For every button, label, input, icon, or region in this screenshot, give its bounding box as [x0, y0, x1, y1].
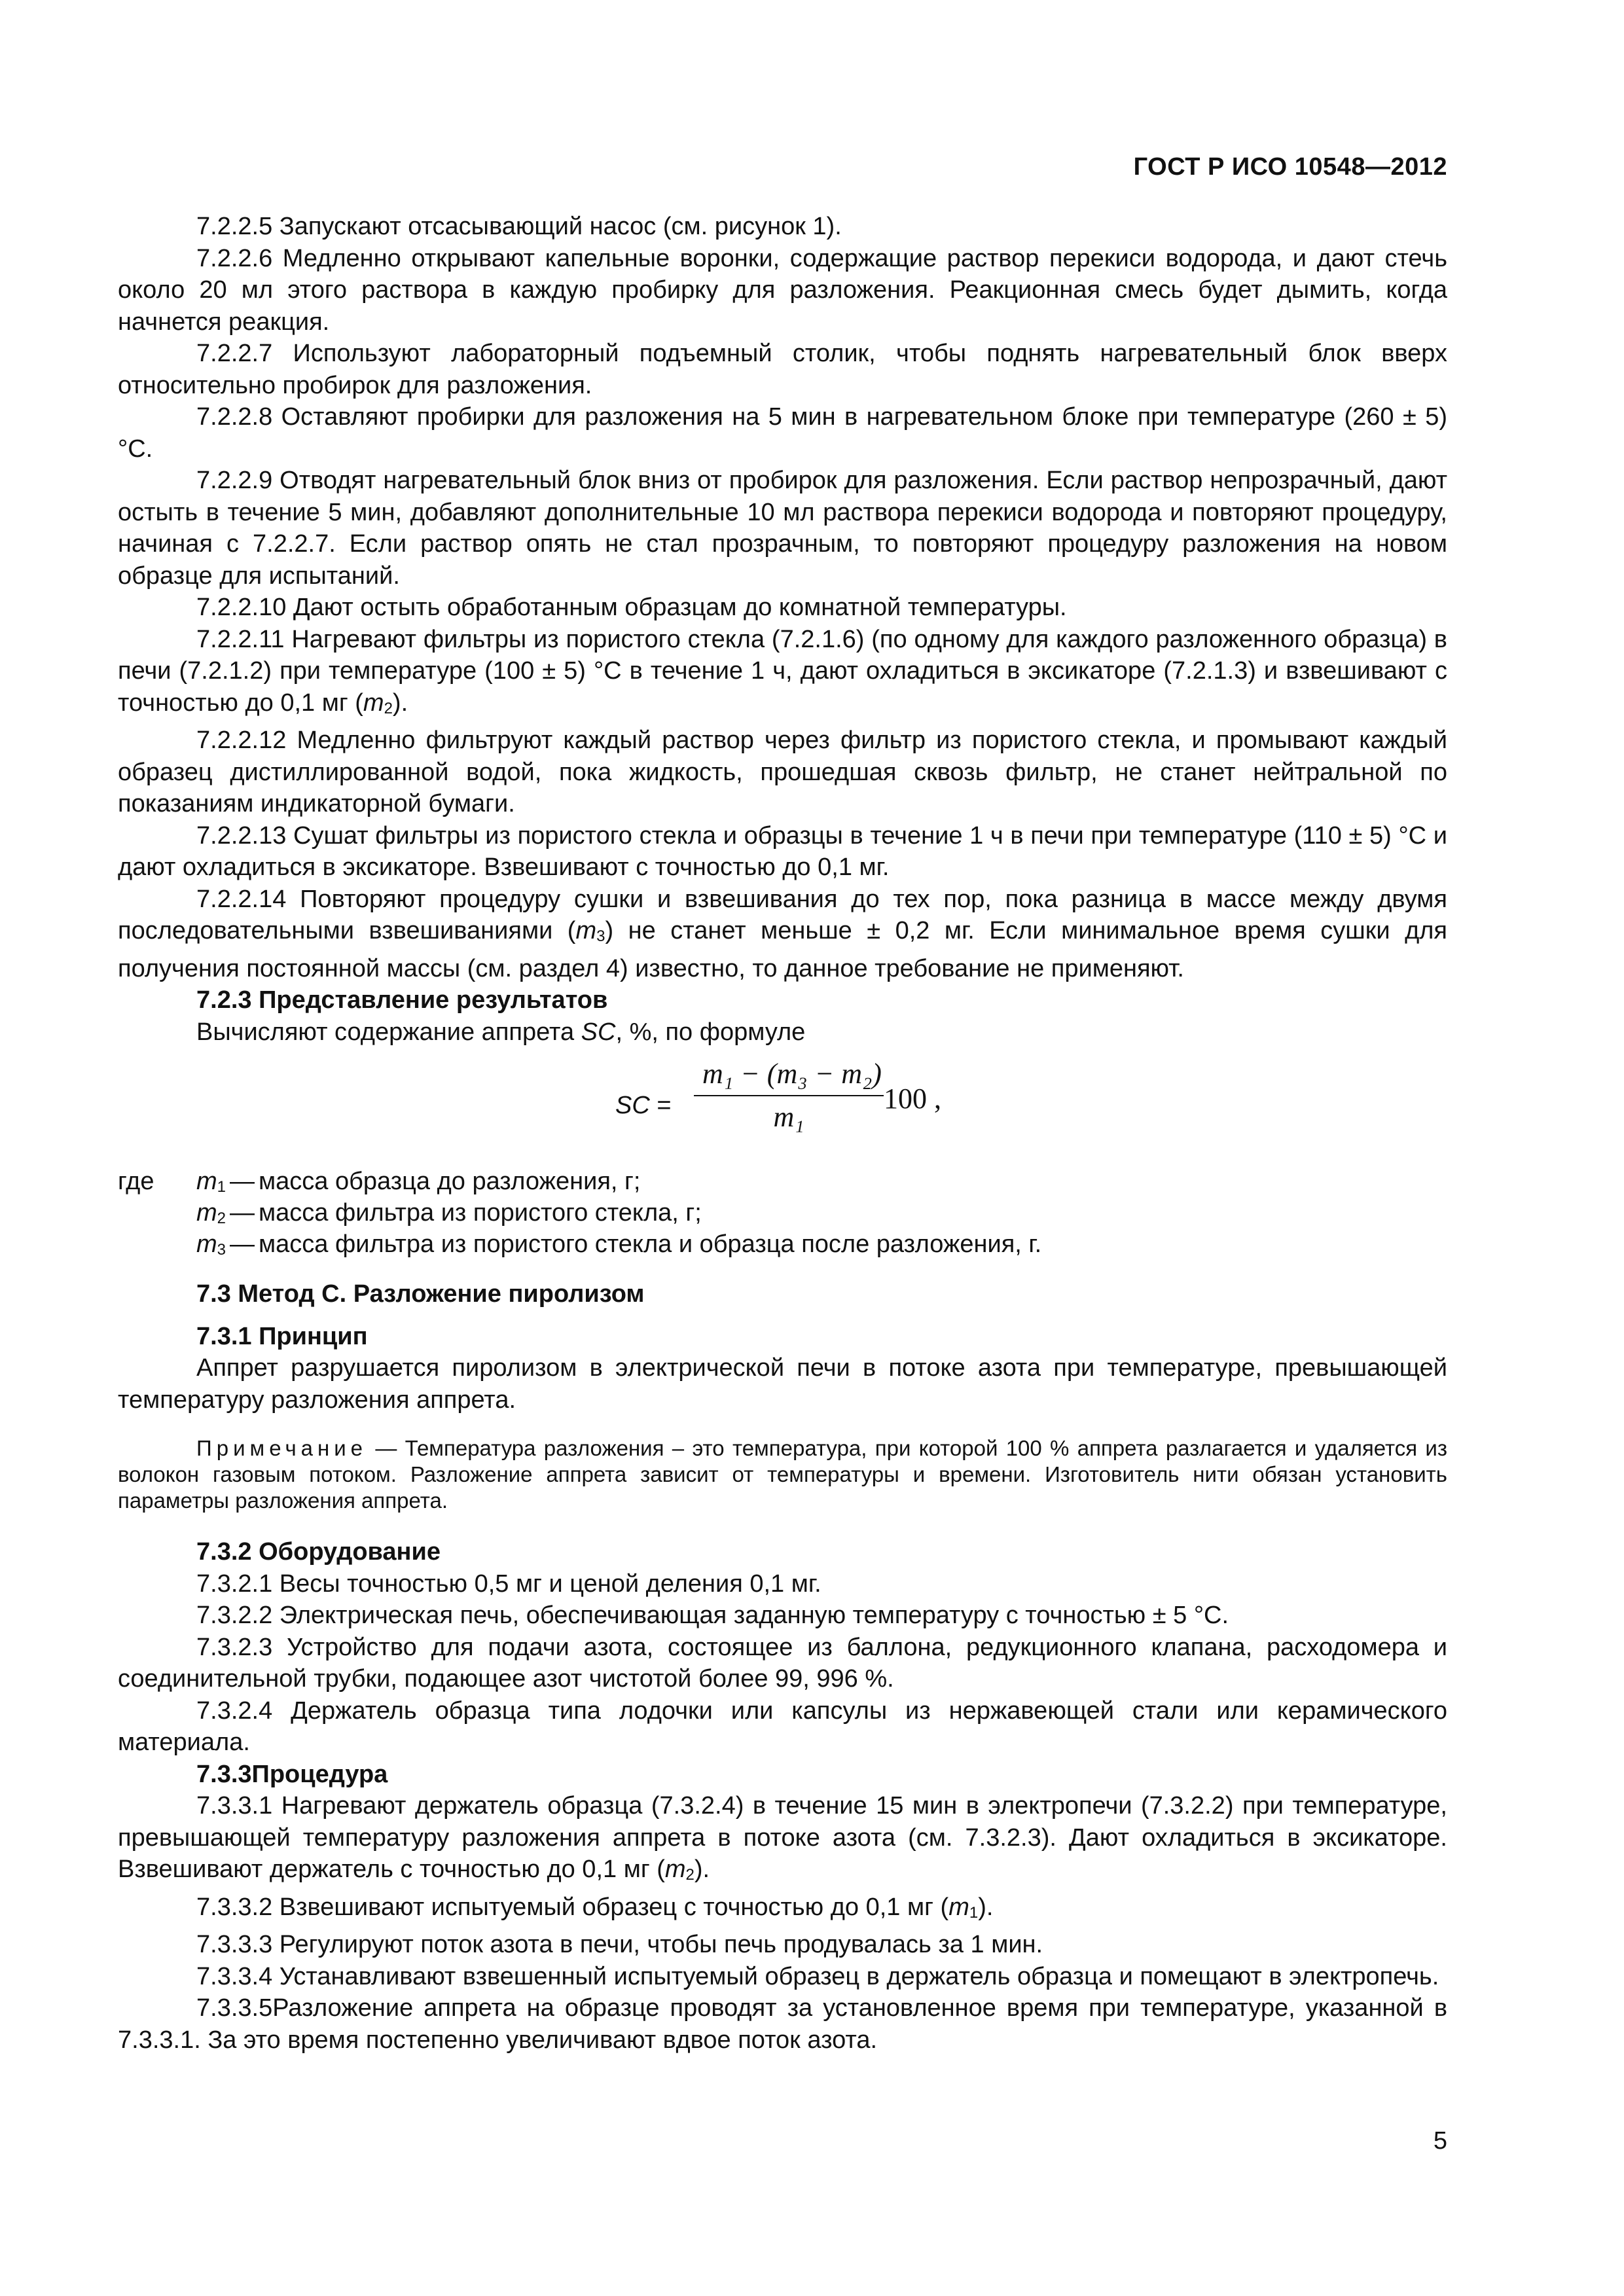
heading-7-2-3: 7.2.3 Представление результатов	[196, 986, 608, 1014]
paragraph-7-3-3-3: 7.3.3.3 Регулируют поток азота в печи, чтобы печь продувалась за 1 мин.	[196, 1931, 1043, 1958]
fraction-bar	[694, 1095, 884, 1096]
paragraph-text: 7.2.2.14 Повторяют процедуру сушки и взвешивания до тех пор, пока разница в массе между двумя последовательными взвешиваниями (	[118, 885, 1447, 944]
paragraph-7-2-2-7: 7.2.2.7 Используют лабораторный подъемный столик, чтобы поднять нагревательный блок вверх относительно пробирок для разложения.	[118, 340, 1447, 399]
definition-dash: —	[230, 1230, 255, 1258]
definition-symbol: m	[196, 1230, 217, 1258]
intro-text: , %, по формуле	[615, 1018, 806, 1046]
definition-subscript: 3	[217, 1241, 226, 1259]
heading-7-3-2: 7.3.2 Оборудование	[196, 1538, 441, 1566]
mass-symbol: m	[575, 917, 597, 944]
paragraph-7-2-2-6: 7.2.2.6 Медленно открывают капельные воронки, содержащие раствор перекиси водорода, и дают стечь около 20 мл этого раствора в каждую пробирку для разложения. Реакционная смесь будет дымить, когда начнется реакция.	[118, 244, 1447, 336]
paragraph-7-3-3-4: 7.3.3.4 Устанавливают взвешенный испытуемый образец в держатель образца и помещают в электропечь.	[196, 1962, 1439, 1990]
formula-equals: =	[649, 1092, 672, 1119]
definition-m3	[196, 1229, 1041, 1266]
definition-dash: —	[230, 1168, 255, 1195]
definition-symbol: m	[196, 1168, 217, 1195]
note	[118, 1435, 1447, 1514]
formula-denominator: m₁	[773, 1101, 804, 1133]
paragraph-text: 7.3.3.2 Взвешивают испытуемый образец с точностью до 0,1 мг (	[196, 1893, 949, 1921]
formula-lhs	[615, 1090, 672, 1122]
formula	[118, 1054, 1447, 1153]
formula-numerator: m₁ − (m₃ − m₂)	[702, 1058, 882, 1090]
definition-dash: —	[230, 1199, 255, 1227]
definition-subscript: 2	[217, 1210, 226, 1227]
paragraph-7-3-2-3: 7.3.2.3 Устройство для подачи азота, состоящее из баллона, редукционного клапана, расходомера и соединительной трубки, подающее азот чистотой более 99, 996 %.	[118, 1633, 1447, 1693]
mass-subscript: 2	[384, 699, 393, 717]
paragraph-text: ) не станет меньше ± 0,2 мг. Если минимальное время сушки для получения постоянной массы (см. раздел 4) известно, то данное требование не применяют.	[118, 917, 1447, 982]
variable-definitions	[118, 1166, 1447, 1264]
definition-text: масса образца до разложения, г;	[259, 1168, 641, 1195]
heading-7-3-3: 7.3.3Процедура	[196, 1760, 388, 1788]
paragraph-7-3-3-2	[118, 1892, 1447, 1929]
paragraph-7-3-2-4: 7.3.2.4 Держатель образца типа лодочки или капсулы из нержавеющей стали или керамического материала.	[118, 1696, 1447, 1756]
heading-7-3: 7.3 Метод С. Разложение пиролизом	[196, 1280, 645, 1308]
mass-subscript: 3	[596, 927, 605, 945]
definition-text: масса фильтра из пористого стекла и образца после разложения, г.	[259, 1230, 1042, 1258]
paragraph-text: ).	[978, 1893, 994, 1921]
definition-text: масса фильтра из пористого стекла, г;	[259, 1199, 702, 1227]
heading-7-3-1: 7.3.1 Принцип	[196, 1322, 368, 1350]
paragraph-7-2-2-14	[118, 884, 1447, 985]
paragraph-text: 7.2.2.11 Нагревают фильтры из пористого стекла (7.2.1.6) (по одному для каждого разложенного образца) в печи (7.2.1.2) при температуре (100 ± 5) °С в течение 1 ч, дают охладиться в эксикаторе (7.2.1.3) и взвешивают с точностью до 0,1 мг (	[118, 625, 1447, 717]
paragraph-text: ).	[694, 1856, 710, 1883]
paragraph-7-2-2-12: 7.2.2.12 Медленно фильтруют каждый раствор через фильтр из пористого стекла, и промывают каждый образец дистиллированной водой, пока жидкость, прошедшая сквозь фильтр, не станет нейтральной по показаниям индикаторной бумаги.	[118, 726, 1447, 817]
mass-subscript: 1	[969, 1903, 979, 1922]
formula-lhs-symbol: SC	[615, 1092, 650, 1119]
paragraph-7-2-2-10: 7.2.2.10 Дают остыть обработанным образцам до комнатной температуры.	[196, 594, 1067, 621]
formula-fraction	[694, 1054, 890, 1153]
document-header: ГОСТ Р ИСО 10548—2012	[1133, 153, 1447, 181]
paragraph-7-3-3-1	[118, 1790, 1447, 1892]
intro-text: Вычисляют содержание аппрета	[196, 1018, 581, 1046]
paragraph-7-2-2-13: 7.2.2.13 Сушат фильтры из пористого стекла и образцы в течение 1 ч в печи при температуре (110 ± 5) °С и дают охладиться в эксикаторе. Взвешивают с точностью до 0,1 мг.	[118, 821, 1447, 881]
paragraph-7-2-2-8: 7.2.2.8 Оставляют пробирки для разложения на 5 мин в нагревательном блоке при температуре (260 ± 5) °С.	[118, 403, 1447, 463]
mass-subscript: 2	[685, 1866, 695, 1884]
definition-subscript: 1	[217, 1178, 226, 1196]
page-number: 5	[1433, 2127, 1447, 2155]
definition-symbol: m	[196, 1199, 217, 1227]
where-label: где	[118, 1168, 154, 1195]
mass-symbol: m	[948, 1893, 969, 1921]
mass-symbol: m	[664, 1856, 686, 1883]
paragraph-text: 7.3.3.1 Нагревают держатель образца (7.3.2.4) в течение 15 мин в электропечи (7.3.2.2) при температуре, превышающей температуру разложения аппрета в потоке азота (см. 7.3.2.3). Дают охладиться в эксикаторе. Взвешивают держатель с точностью до 0,1 мг (	[118, 1792, 1447, 1883]
paragraph-text: ).	[392, 689, 408, 717]
sc-symbol: SC	[581, 1018, 616, 1046]
formula-intro	[118, 1016, 1447, 1049]
formula-multiplier: 100 ,	[884, 1083, 941, 1115]
mass-symbol: m	[363, 689, 384, 717]
paragraph-7-3-2-1: 7.3.2.1 Весы точностью 0,5 мг и ценой деления 0,1 мг.	[196, 1570, 821, 1598]
paragraph-7-2-2-5: 7.2.2.5 Запускают отсасывающий насос (см. рисунок 1).	[196, 213, 842, 240]
paragraph-7-2-2-9: 7.2.2.9 Отводят нагревательный блок вниз от пробирок для разложения. Если раствор непрозрачный, дают остыть в течение 5 мин, добавляют дополнительные 10 мл раствора перекиси водорода и повторяют процедуру, начиная с 7.2.2.7. Если раствор опять не стал прозрачным, то повторяют процедуру разложения на новом образце для испытаний.	[118, 467, 1447, 590]
paragraph-7-3-3-5: 7.3.3.5Разложение аппрета на образце проводят за установленное время при температуре, указанной в 7.3.3.1. За это время постепенно увеличивают вдвое поток азота.	[118, 1994, 1447, 2054]
note-lead: Примечание	[196, 1436, 368, 1460]
paragraph-7-3-1: Аппрет разрушается пиролизом в электрической печи в потоке азота при температуре, превышающей температуру разложения аппрета.	[118, 1354, 1447, 1414]
paragraph-7-2-2-11	[118, 624, 1447, 725]
paragraph-7-3-2-2: 7.3.2.2 Электрическая печь, обеспечивающая заданную температуру с точностью ± 5 °С.	[196, 1602, 1229, 1629]
page-content	[118, 211, 1447, 2056]
note-text: — Температура разложения – это температура, при которой 100 % аппрета разлагается и удаляется из волокон газовым потоком. Разложение аппрета зависит от температуры и времени. Изготовитель нити обязан установить параметры разложения аппрета.	[118, 1436, 1447, 1513]
